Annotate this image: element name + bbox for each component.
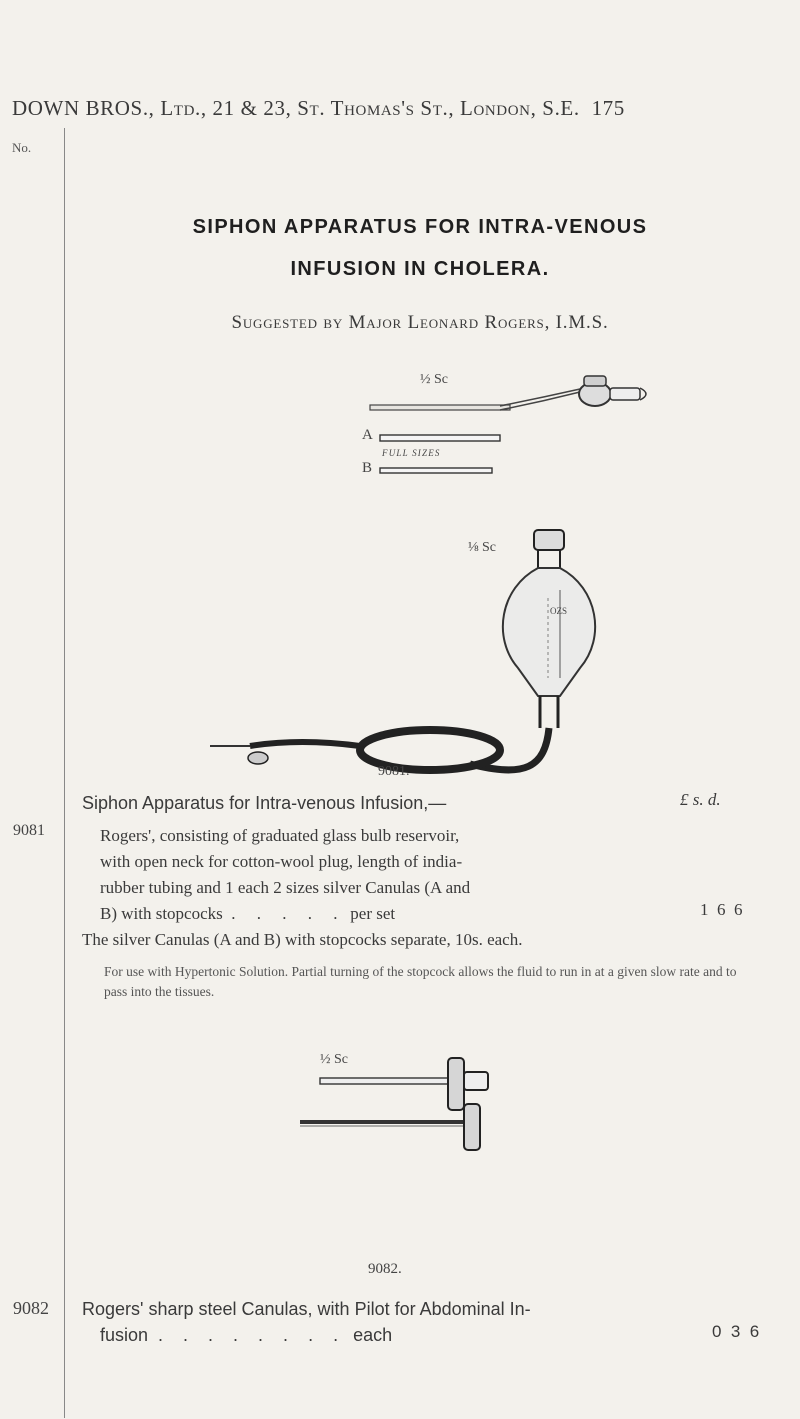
item1-line5: The silver Canulas (A and B) with stopcocks separate, 10s. each. <box>82 930 523 949</box>
steel-canula-illustration <box>0 1050 800 1190</box>
currency-header: £ s. d. <box>680 790 721 809</box>
figure2-caption: 9082. <box>368 1261 402 1277</box>
item1-line4: B) with stopcocks . . . . . per set <box>100 904 396 923</box>
siphon-bulb-illustration <box>0 528 800 768</box>
figure1-scale-top: ½ Sc <box>420 372 448 387</box>
figure1-caption: 9081. <box>378 764 410 779</box>
canula-illustration-top <box>0 380 800 500</box>
item1-line3: rubber tubing and 1 each 2 sizes silver Canulas (A and <box>100 878 471 897</box>
item2-line1: Rogers' sharp steel Canulas, with Pilot for Abdominal In- <box>82 1299 531 1319</box>
item1-heading: Siphon Apparatus for Intra-venous Infusion,— <box>82 793 447 813</box>
header-company: DOWN BROS., Ltd., 21 & 23, St. Thomas's St., London, S.E. <box>12 96 580 120</box>
item1-note: For use with Hypertonic Solution. Partial turning of the stopcock allows the fluid to run in at a given slow rate and to pass into the tissues. <box>104 964 737 999</box>
item1-line1: Rogers', consisting of graduated glass bulb reservoir, <box>100 826 460 845</box>
page-title-line2: INFUSION IN CHOLERA. <box>290 258 550 280</box>
figure2-scale: ½ Sc <box>320 1052 348 1067</box>
label-b: B <box>362 460 373 476</box>
figure1-scale-mid: ⅛ Sc <box>468 540 496 555</box>
item-number-9081: 9081 <box>13 822 45 839</box>
item2-price: 0 3 6 <box>712 1322 760 1341</box>
full-sizes-label: FULL SIZES <box>382 448 441 458</box>
page-title-line1: SIPHON APPARATUS FOR INTRA-VENOUS <box>192 216 648 238</box>
item-number-9082: 9082 <box>13 1298 49 1318</box>
number-column-label: No. <box>12 140 32 155</box>
label-a: A <box>362 427 373 443</box>
item2-line2: fusion . . . . . . . . each <box>100 1325 393 1345</box>
page-number: 175 <box>591 96 625 120</box>
bulb-marking: OZS <box>550 606 568 616</box>
item1-price: 1 6 6 <box>700 900 743 919</box>
item1-line2: with open neck for cotton-wool plug, length of india- <box>100 852 463 871</box>
page-header <box>12 96 625 121</box>
suggested-by: Suggested by Major Leonard Rogers, I.M.S. <box>231 312 609 333</box>
